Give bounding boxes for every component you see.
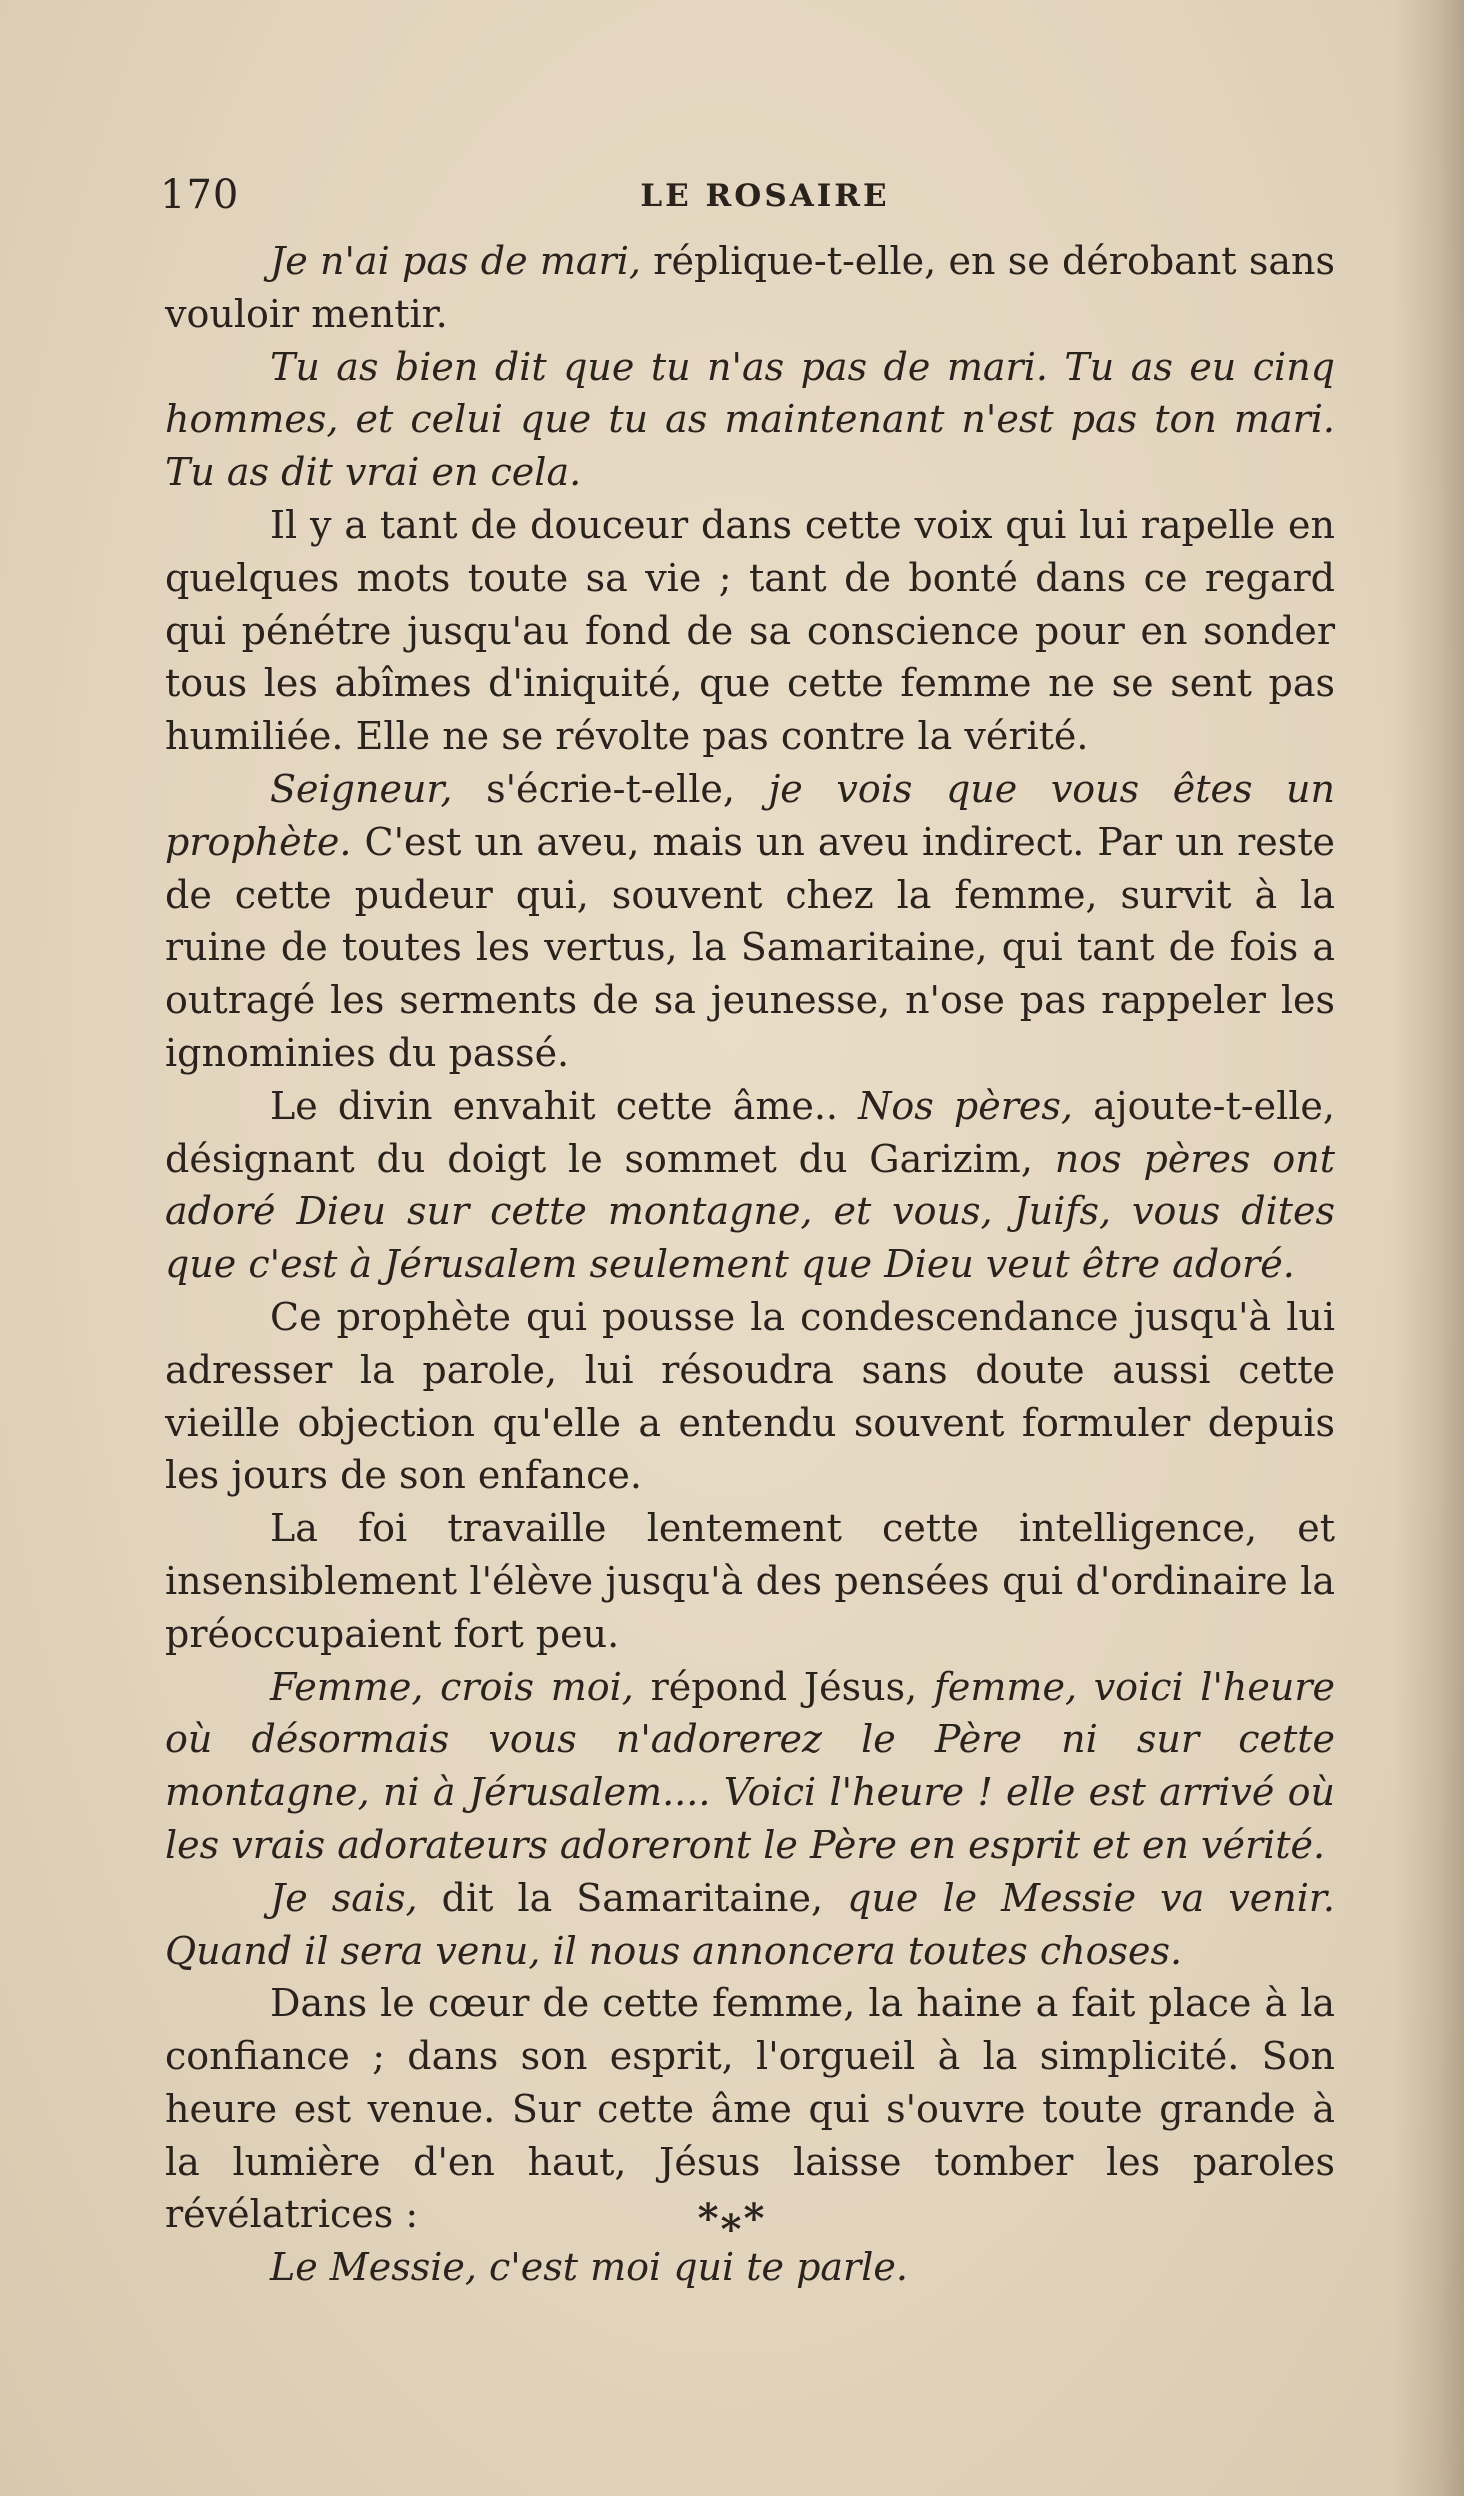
paragraph <box>165 1872 1335 1978</box>
italic-text: Seigneur, <box>270 766 453 811</box>
text-run: s'écrie-t-elle, <box>452 766 769 811</box>
italic-text: Je n'ai pas de mari, <box>270 239 641 283</box>
italic-text: Le Messie, c'est moi qui te parle. <box>270 2245 908 2290</box>
body-text <box>165 235 1335 2294</box>
text-run: Le divin envahit cette âme.. <box>270 1083 859 1128</box>
italic-text: Je sais, <box>270 1875 418 1920</box>
text-run: ajoute-t-elle, désignant du doigt le sommet du Garizim, <box>165 1083 1335 1181</box>
paragraph <box>165 1502 1335 1660</box>
page-number: 170 <box>160 172 240 218</box>
text-run: réplique-t-elle, en se dérobant sans vouloir mentir. <box>165 239 1335 336</box>
paragraph <box>165 2241 1335 2294</box>
italic-text: Femme, crois moi, <box>270 1664 634 1709</box>
paragraph <box>165 499 1335 763</box>
text-run: La foi travaille lentement cette intelligence, et insensiblement l'élève jusqu'à des pensées qui d'ordinaire la préoccupaient fort peu. <box>165 1506 1335 1656</box>
italic-text: femme, voici l'heure où désormais vous n'adorerez le Père ni sur cette montagne, ni à Jérusalem.... Voici l'heure ! elle est arrivé où les vrais adorateurs adoreront le Père en esprit et en vérité. <box>165 1664 1335 1867</box>
text-run: Ce prophète qui pousse la condescendance jusqu'à lui adresser la parole, lui résoudra sans doute aussi cette vieille objection qu'elle a entendu souvent formuler depuis les jours de son enfance. <box>165 1294 1335 1498</box>
text-run: dit la Samaritaine, <box>417 1875 848 1920</box>
italic-text: Tu as bien dit que tu n'as pas de mari. Tu as eu cinq hommes, et celui que tu as maintenant n'est pas ton mari. Tu as dit vrai en cela. <box>165 344 1335 495</box>
text-run: répond Jésus, <box>633 1664 934 1709</box>
running-title: LE ROSAIRE <box>640 178 890 214</box>
page-header <box>160 172 1370 222</box>
text-run: Dans le cœur de cette femme, la haine a fait place à la confiance ; dans son esprit, l'orgueil à la simplicité. Son heure est venue. Sur cette âme qui s'ouvre toute grande à la lumière d'en haut, Jésus laisse tomber les paroles révélatrices : <box>165 1981 1335 2237</box>
section-ornament: *⁎* <box>697 2195 767 2242</box>
page-edge-shadow <box>1394 0 1464 2496</box>
italic-text: Nos pères, <box>858 1083 1073 1128</box>
paragraph <box>165 1661 1335 1872</box>
text-run: C'est un aveu, mais un aveu indirect. Par un reste de cette pudeur qui, souvent chez la femme, survit à la ruine de toutes les vertus, la Samaritaine, qui tant de fois a outragé les serments de sa jeunesse, n'ose pas rappeler les ignominies du passé. <box>165 819 1335 1075</box>
italic-text: je vois que vous êtes un prophète. <box>165 766 1335 864</box>
paragraph <box>165 235 1335 341</box>
italic-text: nos pères ont adoré Dieu sur cette montagne, et vous, Juifs, vous dites que c'est à Jérusalem seulement que Dieu veut être adoré. <box>165 1136 1335 1287</box>
paragraph <box>165 341 1335 499</box>
text-run: Il y a tant de douceur dans cette voix qui lui rapelle en quelques mots toute sa vie ; tant de bonté dans ce regard qui pénétre jusqu'au fond de sa conscience pour en sonder tous les abîmes d'iniquité, que cette femme ne se sent pas humiliée. Elle ne se révolte pas contre la vérité. <box>165 502 1335 759</box>
paragraph <box>165 1291 1335 1502</box>
paragraph <box>165 1080 1335 1291</box>
italic-text: que le Messie va venir. Quand il sera venu, il nous annoncera toutes choses. <box>165 1875 1335 1973</box>
paragraph <box>165 763 1335 1080</box>
